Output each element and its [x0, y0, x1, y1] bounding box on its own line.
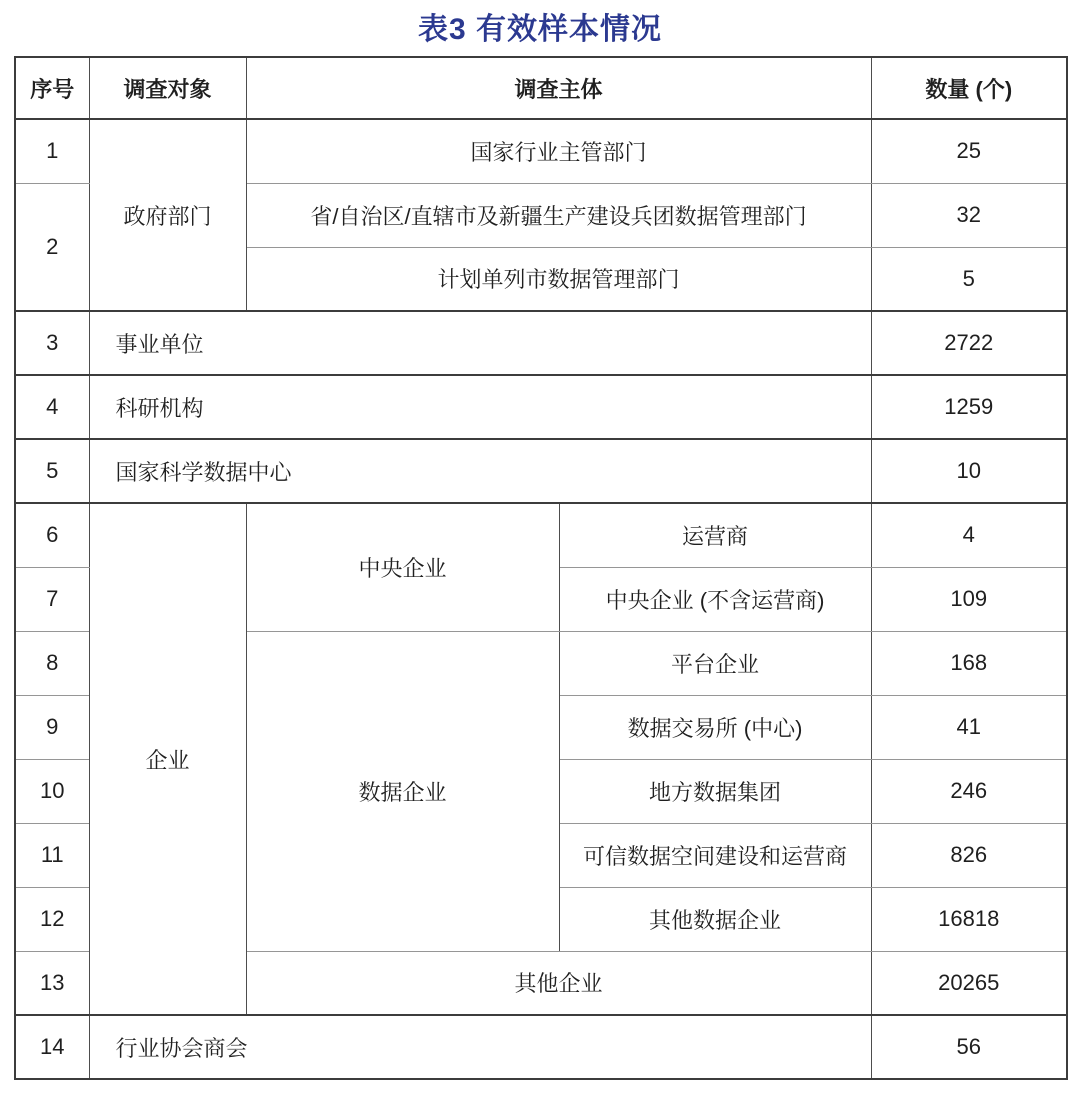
count-cell: 246: [871, 759, 1067, 823]
row-no: 11: [15, 823, 89, 887]
count-cell: 2722: [871, 311, 1067, 375]
subject-cell: 地方数据集团: [559, 759, 871, 823]
row-no: 14: [15, 1015, 89, 1079]
group-enterprise: 企业: [89, 503, 246, 1015]
count-cell: 10: [871, 439, 1067, 503]
page-title: 表3 有效样本情况: [417, 13, 663, 46]
row-no: 13: [15, 951, 89, 1015]
subject-cell: 中央企业 (不含运营商): [559, 567, 871, 631]
subject-cell: 数据交易所 (中心): [559, 695, 871, 759]
count-cell: 41: [871, 695, 1067, 759]
row-no: 10: [15, 759, 89, 823]
row-no: 8: [15, 631, 89, 695]
col-header-subject: 调查主体: [246, 57, 871, 119]
object-cell: 国家科学数据中心: [89, 439, 871, 503]
table-row: [15, 375, 1067, 439]
count-cell: 4: [871, 503, 1067, 567]
subject-cell: 可信数据空间建设和运营商: [559, 823, 871, 887]
row-no: 3: [15, 311, 89, 375]
table-row: [15, 1015, 1067, 1079]
row-no: 5: [15, 439, 89, 503]
row-no: 2: [15, 183, 89, 311]
table-row: [15, 439, 1067, 503]
table-row: [15, 119, 1067, 183]
count-cell: 109: [871, 567, 1067, 631]
row-no: 1: [15, 119, 89, 183]
header-row: [15, 57, 1067, 119]
col-header-count: 数量 (个): [871, 57, 1067, 119]
sample-table: [14, 56, 1068, 1080]
col-header-object: 调查对象: [89, 57, 246, 119]
group-government: 政府部门: [89, 119, 246, 311]
object-cell: 事业单位: [89, 311, 871, 375]
row-no: 6: [15, 503, 89, 567]
subject-cell: 平台企业: [559, 631, 871, 695]
count-cell: 16818: [871, 887, 1067, 951]
count-cell: 20265: [871, 951, 1067, 1015]
row-no: 12: [15, 887, 89, 951]
row-no: 9: [15, 695, 89, 759]
col-header-index: 序号: [15, 57, 89, 119]
row-no: 7: [15, 567, 89, 631]
row-no: 4: [15, 375, 89, 439]
object-cell: 行业协会商会: [89, 1015, 871, 1079]
subject-cell: 其他数据企业: [559, 887, 871, 951]
count-cell: 1259: [871, 375, 1067, 439]
subject-cell: 省/自治区/直辖市及新疆生产建设兵团数据管理部门: [246, 183, 871, 247]
subject-cell: 国家行业主管部门: [246, 119, 871, 183]
subject-cell: 计划单列市数据管理部门: [246, 247, 871, 311]
subject-cell: 其他企业: [246, 951, 871, 1015]
count-cell: 56: [871, 1015, 1067, 1079]
subject-cell: 运营商: [559, 503, 871, 567]
count-cell: 32: [871, 183, 1067, 247]
count-cell: 5: [871, 247, 1067, 311]
count-cell: 826: [871, 823, 1067, 887]
count-cell: 25: [871, 119, 1067, 183]
count-cell: 168: [871, 631, 1067, 695]
group-central-enterprise: 中央企业: [246, 503, 559, 631]
table-row: [15, 503, 1067, 567]
table-row: [15, 311, 1067, 375]
group-data-enterprise: 数据企业: [246, 631, 559, 951]
object-cell: 科研机构: [89, 375, 871, 439]
